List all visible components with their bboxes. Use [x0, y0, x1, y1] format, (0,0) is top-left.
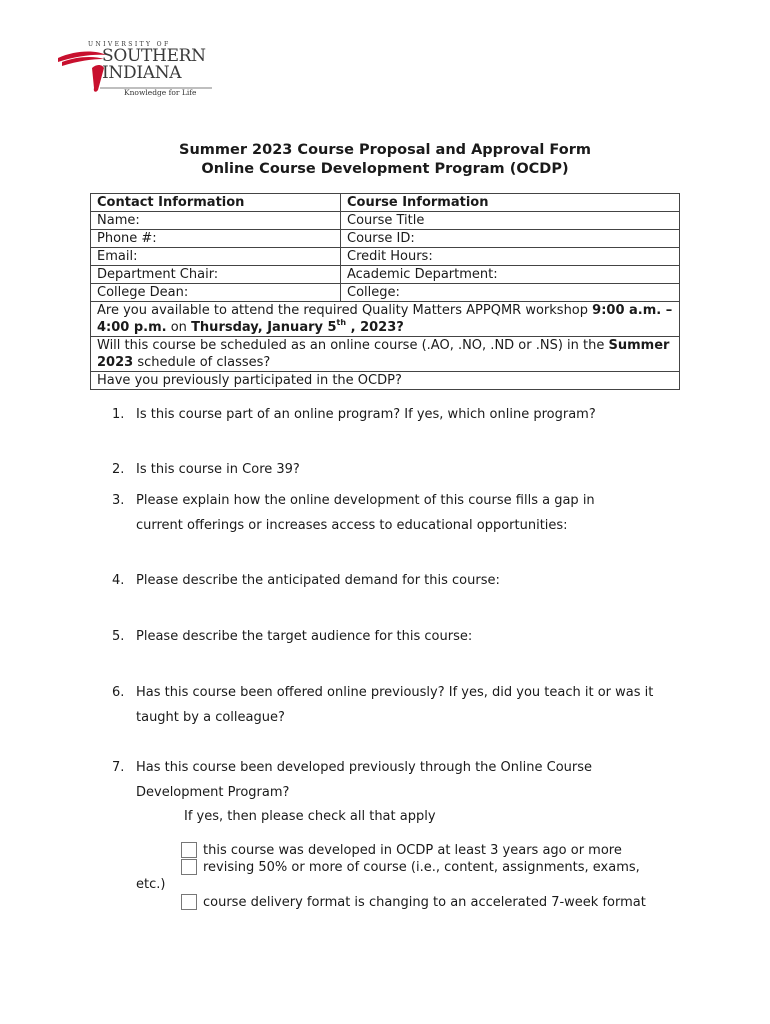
workshop-year: , 2023?: [346, 320, 404, 335]
workshop-date-text: Thursday, January 5: [191, 320, 337, 335]
workshop-on-text: on: [166, 320, 192, 335]
question-number: 3.: [112, 493, 125, 508]
academic-department-field[interactable]: Academic Department:: [341, 266, 680, 284]
checkbox-developed-3-years[interactable]: [181, 842, 197, 858]
question-number: 2.: [112, 462, 125, 477]
question-6: [112, 680, 684, 730]
workshop-date: [191, 317, 404, 335]
checkbox-label: course delivery format is changing to an accelerated 7-week format: [203, 895, 646, 910]
question-text: Please explain how the online development of this course fills a gap in current offerings or increases access to educational opportunities:: [136, 493, 595, 533]
form-subtitle: Online Course Development Program (OCDP): [201, 161, 569, 177]
table-row: [91, 337, 680, 372]
question-1: [112, 402, 692, 427]
table-header-row: [91, 194, 680, 212]
schedule-text: Will this course be scheduled as an online course (.AO, .NO, .ND or .NS) in the: [97, 338, 609, 353]
schedule-question[interactable]: [91, 337, 680, 372]
checkbox-revising-50-percent[interactable]: [181, 859, 197, 875]
checkbox-label-continuation: etc.): [136, 877, 166, 892]
workshop-question[interactable]: [91, 302, 680, 337]
college-dean-field[interactable]: College Dean:: [91, 284, 341, 302]
question-text: Is this course in Core 39?: [136, 462, 300, 477]
logo-southern-text: SOUTHERN: [102, 46, 206, 66]
course-title-field[interactable]: Course Title: [341, 212, 680, 230]
checkbox-label: this course was developed in OCDP at least 3 years ago or more: [203, 843, 622, 858]
question-text: Is this course part of an online program? If yes, which online program?: [136, 407, 596, 422]
email-field[interactable]: Email:: [91, 248, 341, 266]
name-field[interactable]: Name:: [91, 212, 341, 230]
contact-info-header: Contact Information: [91, 194, 341, 212]
department-chair-field[interactable]: Department Chair:: [91, 266, 341, 284]
table-row: [91, 302, 680, 337]
question-text: Has this course been offered online previously? If yes, did you teach it or was it taught by a colleague?: [136, 685, 654, 725]
question-text: Has this course been developed previously through the Online Course Development Program?: [136, 760, 592, 800]
college-field[interactable]: College:: [341, 284, 680, 302]
table-row: [91, 212, 680, 230]
previous-participation-question[interactable]: Have you previously participated in the OCDP?: [91, 372, 680, 390]
credit-hours-field[interactable]: Credit Hours:: [341, 248, 680, 266]
schedule-term: Summer 2023: [97, 338, 670, 370]
logo-indiana-text: INDIANA: [102, 63, 182, 83]
course-info-header: Course Information: [341, 194, 680, 212]
question-number: 4.: [112, 573, 125, 588]
question-7: [112, 755, 632, 805]
logo-tagline: Knowledge for Life: [124, 88, 197, 97]
table-row: [91, 248, 680, 266]
phone-field[interactable]: Phone #:: [91, 230, 341, 248]
question-5: [112, 624, 692, 649]
schedule-text-end: schedule of classes?: [133, 355, 271, 370]
question-3: [112, 488, 632, 538]
workshop-text: Are you available to attend the required Quality Matters APPQMR workshop: [97, 303, 593, 318]
workshop-time: 9:00 a.m. – 4:00 p.m.: [97, 303, 673, 335]
form-title: Summer 2023 Course Proposal and Approval Form: [179, 142, 591, 158]
logo-top-text: UNIVERSITY OF: [88, 41, 171, 48]
question-text: Please describe the anticipated demand for this course:: [136, 573, 500, 588]
table-row: [91, 372, 680, 390]
checkbox-label: revising 50% or more of course (i.e., content, assignments, exams,: [203, 860, 640, 875]
table-row: [91, 230, 680, 248]
question-text: Please describe the target audience for this course:: [136, 629, 473, 644]
question-number: 1.: [112, 407, 125, 422]
info-table: [90, 193, 680, 390]
question-4: [112, 568, 692, 593]
check-all-instruction: If yes, then please check all that apply: [184, 809, 436, 824]
university-logo: [56, 40, 216, 102]
course-id-field[interactable]: Course ID:: [341, 230, 680, 248]
question-number: 6.: [112, 685, 125, 700]
checkbox-accelerated-format[interactable]: [181, 894, 197, 910]
workshop-date-suffix: th: [336, 317, 347, 327]
question-number: 7.: [112, 760, 125, 775]
question-2: [112, 457, 692, 482]
question-number: 5.: [112, 629, 125, 644]
table-row: [91, 266, 680, 284]
table-row: [91, 284, 680, 302]
